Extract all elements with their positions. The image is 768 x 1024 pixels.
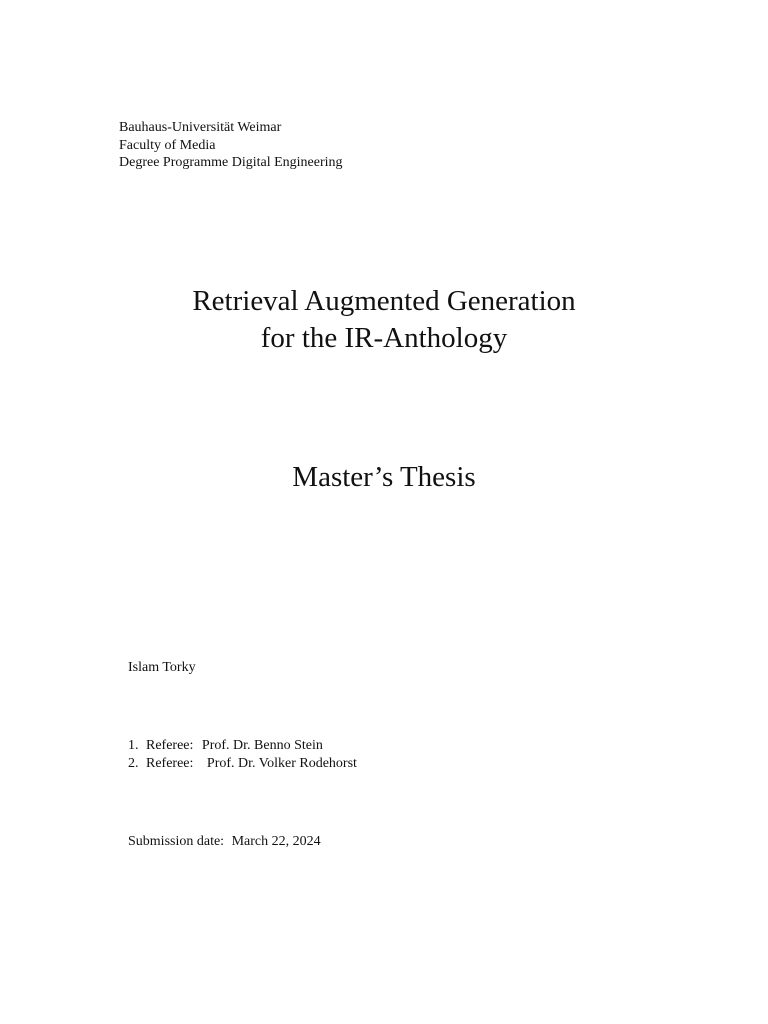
referee-number: 2. [128, 756, 139, 771]
referee-1 [128, 737, 357, 755]
thesis-title [0, 283, 768, 357]
degree-programme: Degree Programme Digital Engineering [119, 155, 343, 170]
faculty-name: Faculty of Media [119, 137, 216, 153]
thesis-type: Master’s Thesis [292, 461, 476, 493]
referee-2 [128, 755, 357, 773]
institution-block [119, 119, 343, 172]
submission-date-value: March 22, 2024 [231, 834, 321, 849]
referee-name: Prof. Dr. Volker Rodehorst [206, 756, 357, 771]
thesis-title-line-2: for the IR-Anthology [260, 322, 508, 354]
submission-label: Submission date: [128, 834, 225, 849]
submission-date [128, 833, 321, 851]
university-name: Bauhaus-Universität Weimar [119, 120, 282, 135]
referee-role: Referee: [146, 756, 194, 771]
referee-role: Referee: [146, 738, 194, 753]
referees-block [128, 737, 357, 773]
referee-number: 1. [128, 738, 139, 753]
referee-name: Prof. Dr. Benno Stein [201, 738, 323, 753]
author-name: Islam Torky [128, 660, 196, 675]
thesis-title-line-1: Retrieval Augmented Generation [192, 285, 576, 317]
